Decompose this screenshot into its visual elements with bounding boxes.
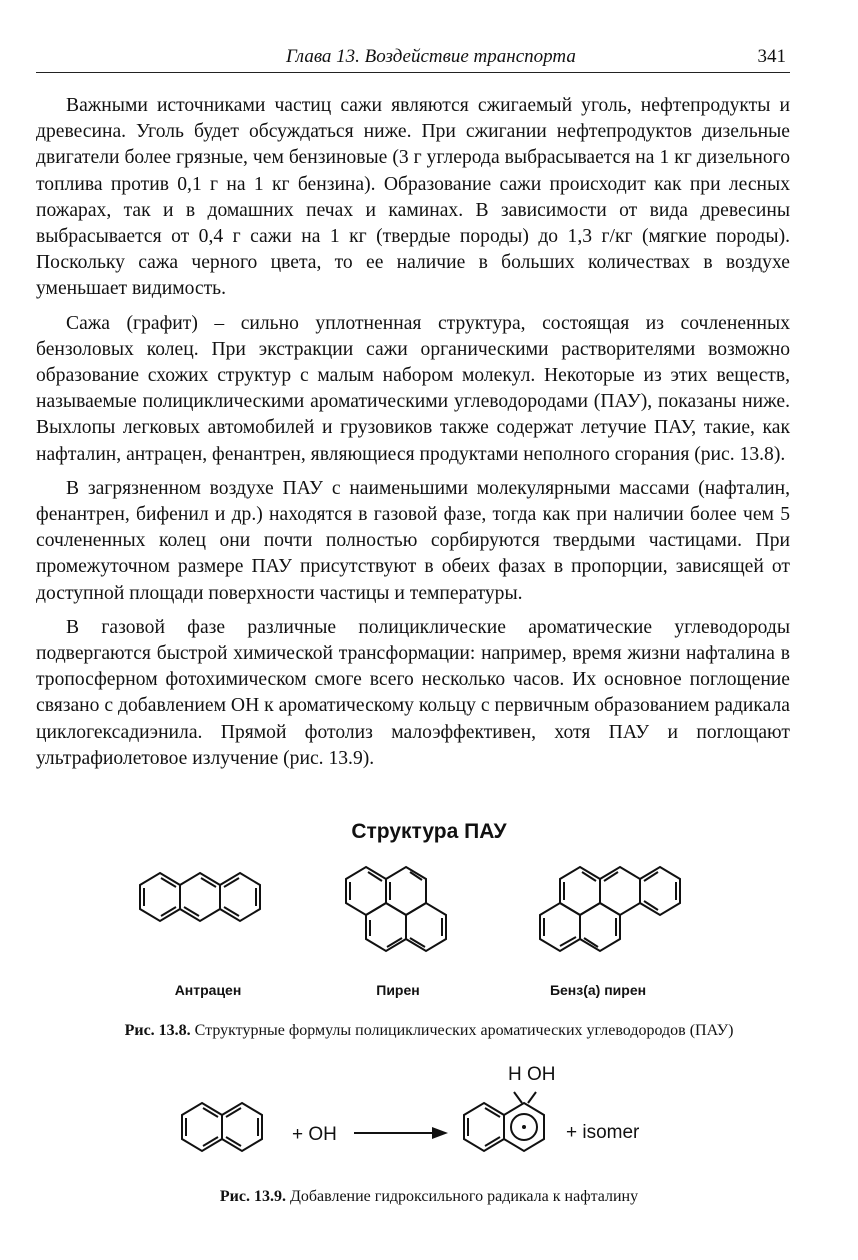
substituent-label: H OH [508,1064,556,1085]
figure-caption-13-8 [0,1022,858,1040]
figure-title: Структура ПАУ [351,820,507,843]
caption-label: Рис. 13.8. [124,1022,191,1039]
isomer-label: + isomer [566,1122,640,1143]
benzopyrene-structure [520,862,700,977]
molecule-label: Пирен [376,982,420,998]
caption-label: Рис. 13.9. [219,1188,286,1205]
paragraph: В газовой фазе различные полициклические ароматические углеводороды подвергаются быстрой химической трансформации: например, время жизни нафталина в тропосферном фотохимическом смоге всего несколько часов. Их основное поглощение связано с добавлением OH к ароматическому кольцу с первичным образованием радикала циклогексадиэнила. Прямой фотолиз малоэффективен, хотя ПАУ и поглощают ультрафиолетовое излучение (рис. 13.9). [36,616,790,769]
naphthalene-structure [174,1098,274,1160]
molecule-label: Антрацен [174,982,242,998]
paragraph: В загрязненном воздухе ПАУ с наименьшими молекулярными массами (нафталин, фенантрен, бифенил и др.) находятся в газовой фазе, тогда как при наличии более чем 5 сочлененных колец они почти полностью сорбируются твердыми частицами. При промежуточном размере ПАУ присутствуют в обеих фазах в пропорции, зависящей от доступной площади поверхности частицы и температуры. [36,477,790,604]
reagent-label: + OH [292,1124,337,1145]
body-text [36,93,790,780]
chapter-title: Глава 13. Воздействие транспорта [286,46,576,67]
paragraph: Важными источниками частиц сажи являются сжигаемый уголь, нефтепродукты и древесина. Уголь будет обсуждаться ниже. При сжигании нефтепродуктов дизельные двигатели более грязные, чем бензиновые (3 г углерода выбрасывается на 1 кг дизельного топлива против 0,1 г на 1 кг бензина). Образование сажи происходит как при лесных пожарах, так и в домашних печах и каминах. В зависимости от вида древесины выбрасывается от 0,4 г сажи на 1 кг (твердые породы) до 1,3 г/кг (мягкие породы). Поскольку сажа черного цвета, то ее наличие в больших количествах в воздухе уменьшает видимость. [36,95,790,300]
figure-caption-13-9 [0,1188,858,1206]
caption-text: Структурные формулы полициклических ароматических углеводородов (ПАУ) [194,1022,734,1039]
paragraph: Сажа (графит) – сильно уплотненная структура, состоящая из сочлененных бензоловых колец. При экстракции сажи органическими растворителями возможно образование схожих структур с малым набором молекул. Некоторые из этих веществ, называемые полициклическими ароматическими углеводородами (ПАУ), показаны ниже. Выхлопы легковых автомобилей и грузовиков также содержат летучие ПАУ, такие, как нафталин, антрацен, фенантрен, являющиеся продуктами неполного сгорания (рис. 13.8). [36,312,790,465]
page-number: 341 [757,46,786,67]
page-header [36,44,790,73]
caption-text: Добавление гидроксильного радикала к нафталину [289,1188,639,1205]
pyrene-structure [326,862,466,977]
cyclohexadienyl-radical-structure [454,1084,564,1164]
anthracene-structure [130,868,280,948]
reaction-arrow [354,1124,449,1142]
molecule-label: Бенз(а) пирен [549,982,647,998]
